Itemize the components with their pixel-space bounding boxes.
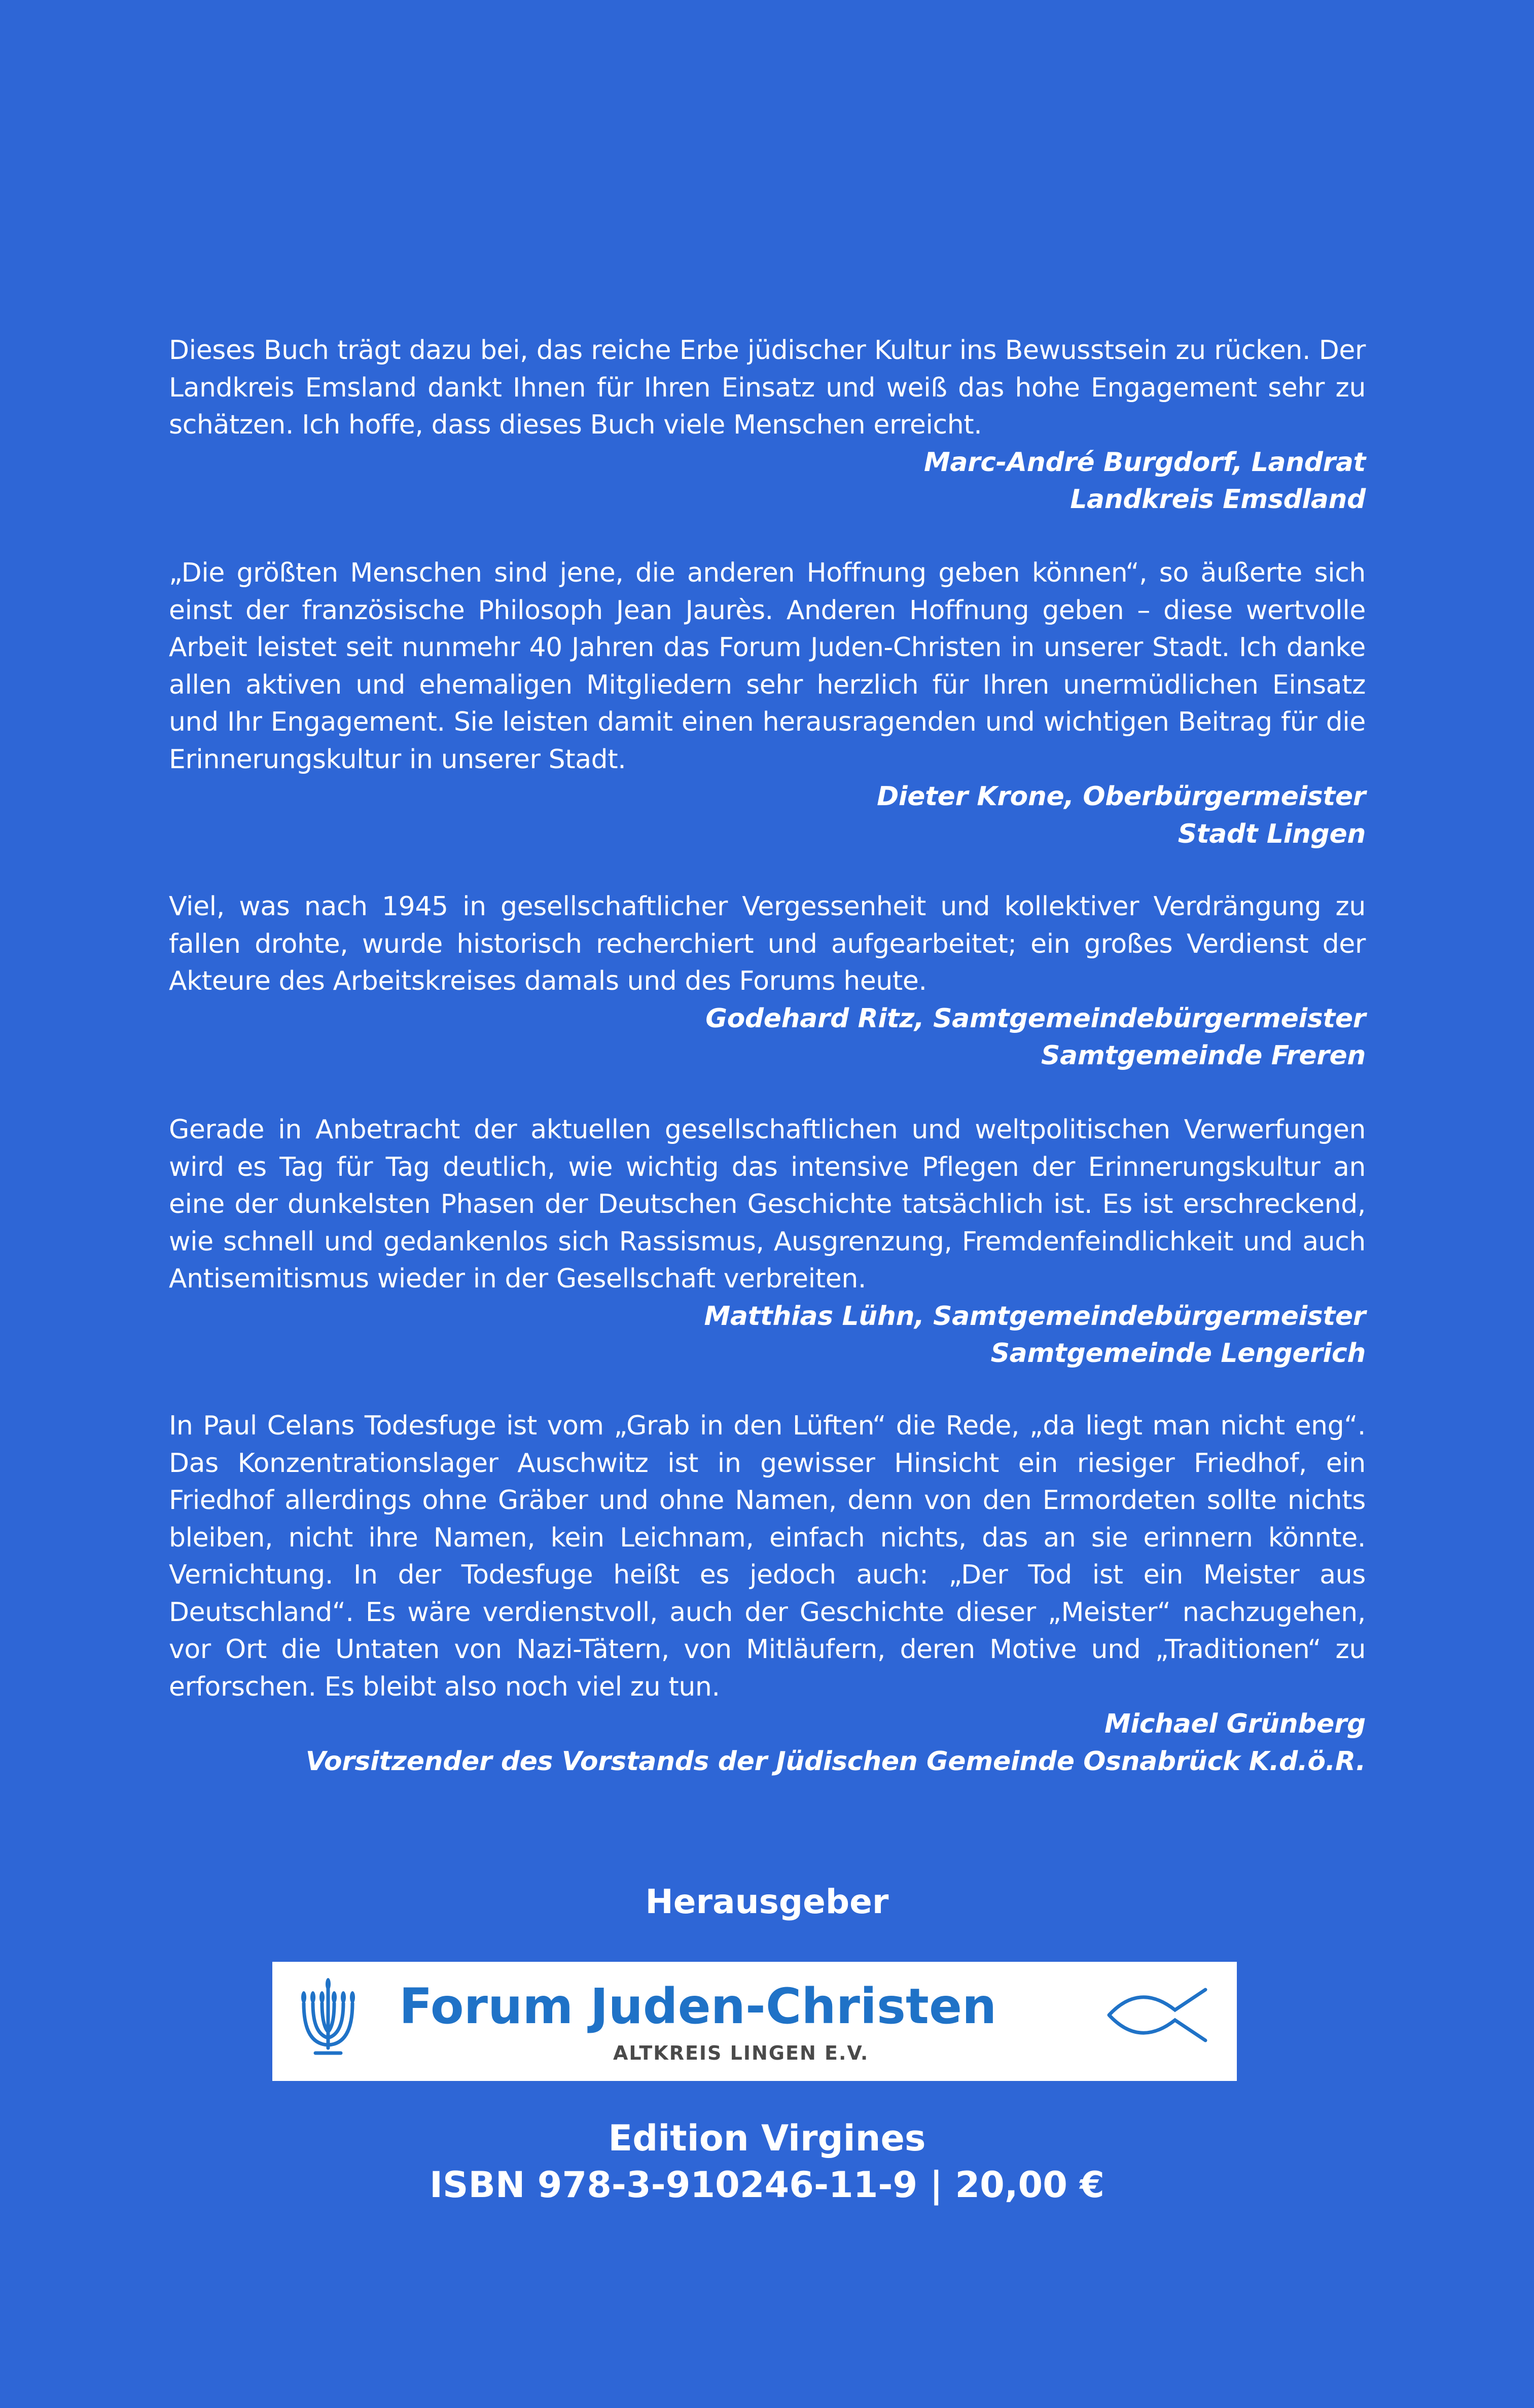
blurb-samtgemeinde-lengerich xyxy=(169,1111,1366,1373)
blurb-author: Matthias Lühn, Samtgemeindebürgermeister xyxy=(704,1301,1366,1332)
blurb-author: Marc-André Burgdorf, Landrat xyxy=(924,447,1366,478)
blurb-institution: Stadt Lingen xyxy=(1178,818,1366,849)
blurb-text: Dieses Buch trägt dazu bei, das reiche Erbe jüdischer Kultur ins Bewusstsein zu rücken. Der Landkreis Emsland dankt Ihnen für Ihren Einsatz und weiß das hohe Engagement sehr zu schätzen. Ich hoffe, dass dieses Buch viele Menschen erreicht. xyxy=(169,335,1366,440)
blurb-institution: Samtgemeinde Lengerich xyxy=(990,1338,1366,1369)
publisher-heading: Herausgeber xyxy=(645,1882,889,1921)
blurb-oberbuergermeister xyxy=(169,555,1366,853)
blurb-text: In Paul Celans Todesfuge ist vom „Grab in den Lüften“ die Rede, „da liegt man nicht eng“. Das Konzentrationslager Auschwitz ist in gewisser Hinsicht ein riesiger Friedhof, ein Friedhof allerdings ohne Gräber und ohne Namen, denn von den Ermordeten sollte nichts bleiben, nicht ihre Namen, kein Leichnam, einfach nichts, das an sie erinnern könnte. Vernichtung. In der Todesfuge heißt es jedoch auch: „Der Tod ist ein Meister aus Deutschland“. Es wäre verdienstvoll, auch der Geschichte dieser „Meister“ nachzugehen, vor Ort die Untaten von Nazi-Tätern, von Mitläufern, deren Motive und „Traditionen“ zu erforschen. Es bleibt also noch viel zu tun. xyxy=(169,1411,1366,1702)
blurb-text: „Die größten Menschen sind jene, die anderen Hoffnung geben können“, so äußerte sich einst der französische Philosoph Jean Jaurès. Anderen Hoffnung geben – diese wertvolle Arbeit leistet seit nunmehr 40 Jahren das Forum Juden-Christen in unserer Stadt. Ich danke allen aktiven und ehemaligen Mitgliedern sehr herzlich für Ihren unermüdlichen Einsatz und Ihr Engagement. Sie leisten damit einen herausragenden und wichtigen Beitrag für die Erinnerungskultur in unserer Stadt. xyxy=(169,558,1366,775)
blurb-samtgemeinde-freren xyxy=(169,888,1366,1075)
blurb-author: Dieter Krone, Oberbürgermeister xyxy=(877,781,1366,812)
blurb-institution: Landkreis Emsdland xyxy=(1070,484,1366,515)
blurb-author: Godehard Ritz, Samtgemeindebürgermeister xyxy=(705,1003,1366,1034)
blurb-institution: Vorsitzender des Vorstands der Jüdischen Gemeinde Osnabrück K.d.ö.R. xyxy=(305,1746,1366,1777)
blurb-text: Gerade in Anbetracht der aktuellen gesellschaftlichen und weltpolitischen Verwerfungen wird es Tag für Tag deutlich, wie wichtig das intensive Pflegen der Erinnerungskultur an eine der dunkelsten Phasen der Deutschen Geschichte tatsächlich ist. Es ist erschreckend, wie schnell und gedankenlos sich Rassismus, Ausgrenzung, Fremdenfeindlichkeit und auch Antisemitismus wieder in der Gesellschaft verbreiten. xyxy=(169,1115,1366,1294)
blurb-text: Viel, was nach 1945 in gesellschaftlicher Vergessenheit und kollektiver Verdrängung zu fallen drohte, wurde historisch recherchiert und aufgearbeitet; ein großes Verdienst der Akteure des Arbeitskreises damals und des Forums heute. xyxy=(169,891,1366,996)
ichthys-fish-icon xyxy=(1104,1985,1210,2045)
publisher-logo xyxy=(272,1962,1237,2081)
logo-title: Forum Juden-Christen xyxy=(399,1978,997,2035)
logo-subtitle: ALTKREIS LINGEN E.V. xyxy=(613,2042,869,2064)
edition-name: Edition Virgines xyxy=(608,2117,926,2159)
blurb-author: Michael Grünberg xyxy=(1104,1709,1366,1739)
blurb-juedische-gemeinde xyxy=(169,1408,1366,1780)
isbn-price: ISBN 978-3-910246-11-9 | 20,00 € xyxy=(430,2164,1104,2206)
blurb-landrat xyxy=(169,332,1366,519)
blurb-institution: Samtgemeinde Freren xyxy=(1041,1040,1366,1071)
menorah-icon xyxy=(293,1977,364,2063)
